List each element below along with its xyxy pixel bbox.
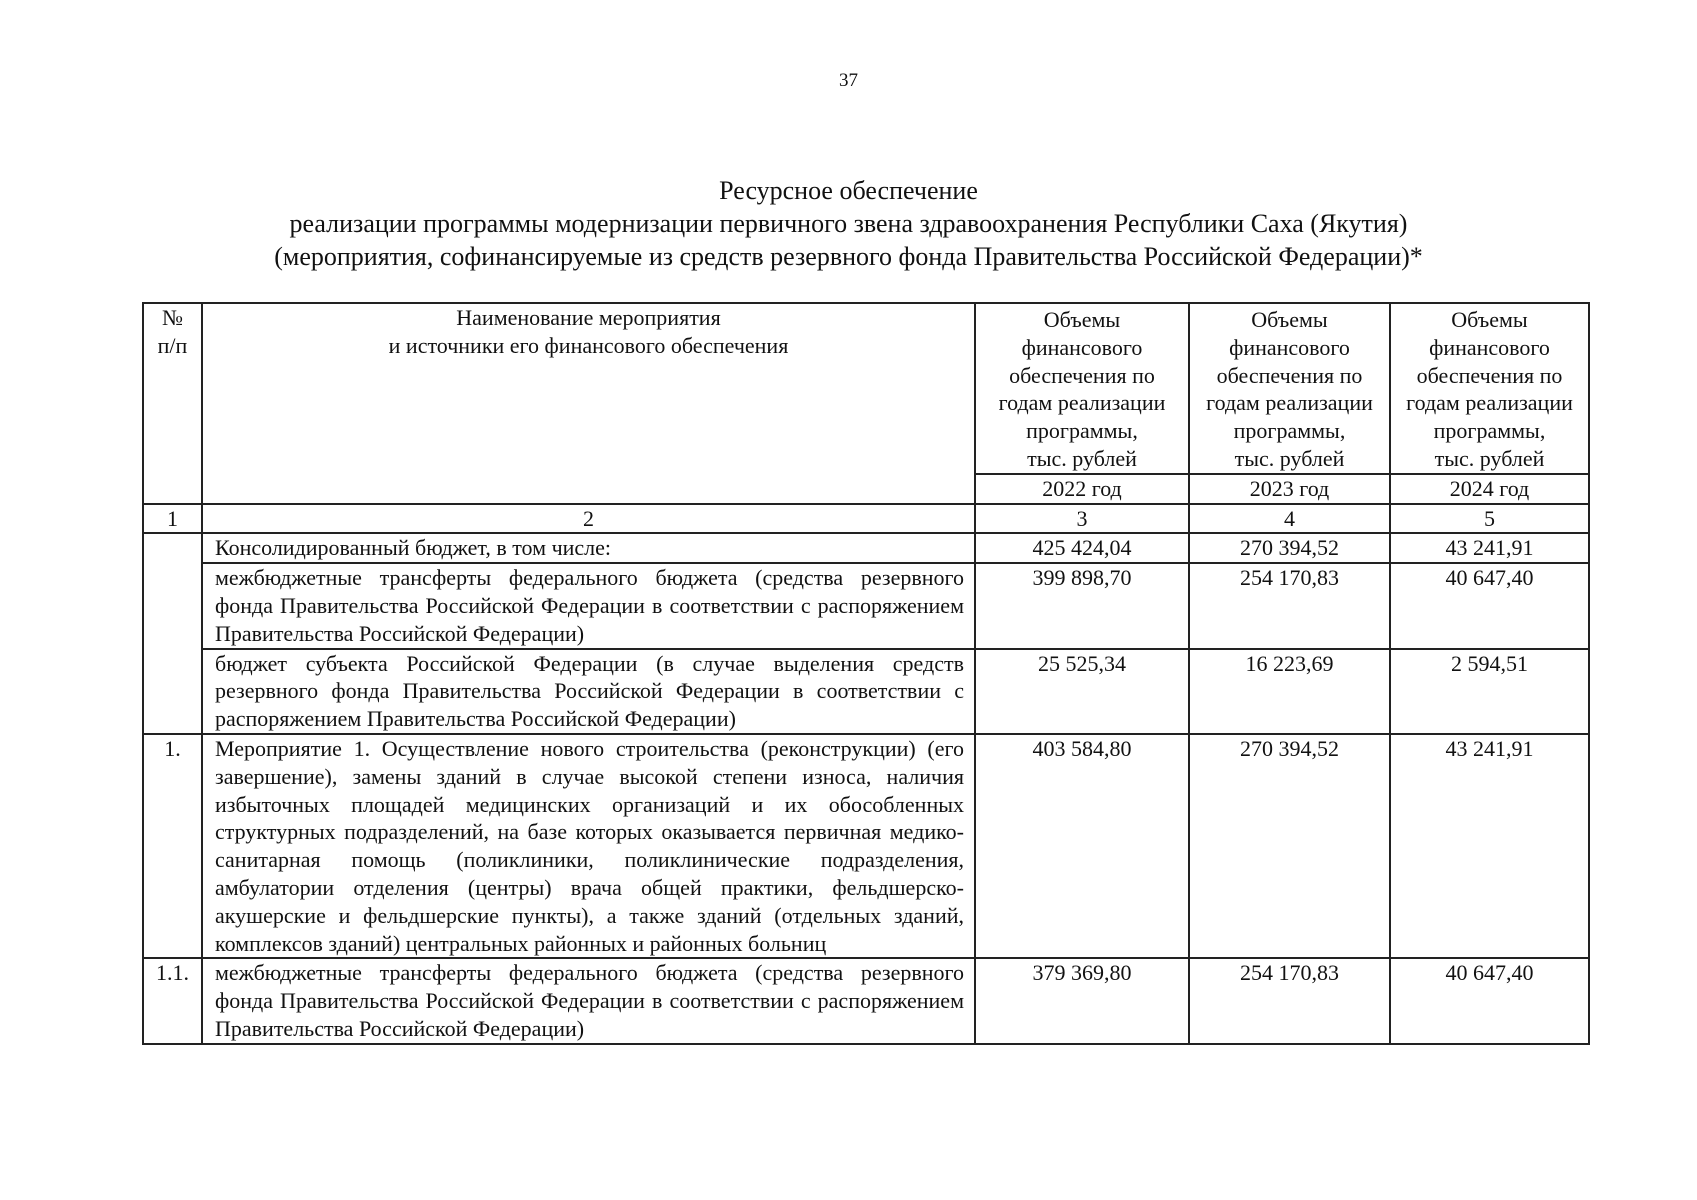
- header-year-2023: 2023 год: [1189, 474, 1390, 504]
- value-2023: 270 394,52: [1189, 533, 1390, 563]
- row-number: 1.: [143, 734, 202, 958]
- column-number: 2: [202, 504, 975, 534]
- value-2023: 16 223,69: [1189, 649, 1390, 734]
- row-name: Консолидированный бюджет, в том числе:: [202, 533, 975, 563]
- value-2023: 254 170,83: [1189, 563, 1390, 648]
- value-2023: 254 170,83: [1189, 958, 1390, 1043]
- value-2022: 425 424,04: [975, 533, 1189, 563]
- table-row: [143, 958, 1589, 1043]
- value-2022: 399 898,70: [975, 563, 1189, 648]
- row-name: межбюджетные трансферты федерального бюджета (средства резервного фонда Правительства Российской Федерации в соответствии с распоряжением Правительства Российской Федерации): [202, 563, 975, 648]
- value-2022: 403 584,80: [975, 734, 1189, 958]
- row-number: [143, 533, 202, 734]
- value-2024: 43 241,91: [1390, 533, 1589, 563]
- page-number: 37: [839, 70, 858, 91]
- column-number: 3: [975, 504, 1189, 534]
- row-name: бюджет субъекта Российской Федерации (в случае выделения средств резервного фонда Правительства Российской Федерации в соответствии с распоряжением Правительства Российской Федерации): [202, 649, 975, 734]
- row-name: Мероприятие 1. Осуществление нового строительства (реконструкции) (его завершение), замены зданий в случае высокой степени износа, наличия избыточных площадей медицинских организаций и их обособленных структурных подразделений, на базе которых оказывается первичная медико-санитарная помощь (поликлиники, поликлинические подразделения, амбулатории отделения (центры) врача общей практики, фельдшерско-акушерские и фельдшерские пункты), а также зданий (отдельных зданий, комплексов зданий) центральных районных и районных больниц: [202, 734, 975, 958]
- value-2024: 43 241,91: [1390, 734, 1589, 958]
- header-volume-2023: Объемы финансового обеспечения по годам реализации программы, тыс. рублей: [1189, 303, 1390, 474]
- header-volume-2022: Объемы финансового обеспечения по годам реализации программы, тыс. рублей: [975, 303, 1189, 474]
- value-2022: 379 369,80: [975, 958, 1189, 1043]
- value-2024: 2 594,51: [1390, 649, 1589, 734]
- value-2024: 40 647,40: [1390, 563, 1589, 648]
- resource-table: [142, 302, 1590, 1045]
- row-name: межбюджетные трансферты федерального бюджета (средства резервного фонда Правительства Российской Федерации в соответствии с распоряжением Правительства Российской Федерации): [202, 958, 975, 1043]
- table-row: [143, 734, 1589, 958]
- document-title: [0, 174, 1697, 273]
- row-number: 1.1.: [143, 958, 202, 1043]
- header-name: Наименование мероприятия и источники его финансового обеспечения: [202, 303, 975, 504]
- column-number-row: [143, 504, 1589, 534]
- value-2024: 40 647,40: [1390, 958, 1589, 1043]
- table-row: [143, 533, 1589, 563]
- header-row: [143, 303, 1589, 474]
- title-line-3: (мероприятия, софинансируемые из средств резервного фонда Правительства Российской Федерации)*: [274, 242, 1423, 271]
- table-row: [143, 649, 1589, 734]
- header-year-2024: 2024 год: [1390, 474, 1589, 504]
- title-line-2: реализации программы модернизации первичного звена здравоохранения Республики Саха (Якутия): [289, 209, 1408, 238]
- table-row: [143, 563, 1589, 648]
- header-volume-2024: Объемы финансового обеспечения по годам реализации программы, тыс. рублей: [1390, 303, 1589, 474]
- header-year-2022: 2022 год: [975, 474, 1189, 504]
- column-number: 5: [1390, 504, 1589, 534]
- title-line-1: Ресурсное обеспечение: [719, 176, 978, 205]
- header-num: № п/п: [143, 303, 202, 504]
- column-number: 4: [1189, 504, 1390, 534]
- value-2022: 25 525,34: [975, 649, 1189, 734]
- column-number: 1: [143, 504, 202, 534]
- value-2023: 270 394,52: [1189, 734, 1390, 958]
